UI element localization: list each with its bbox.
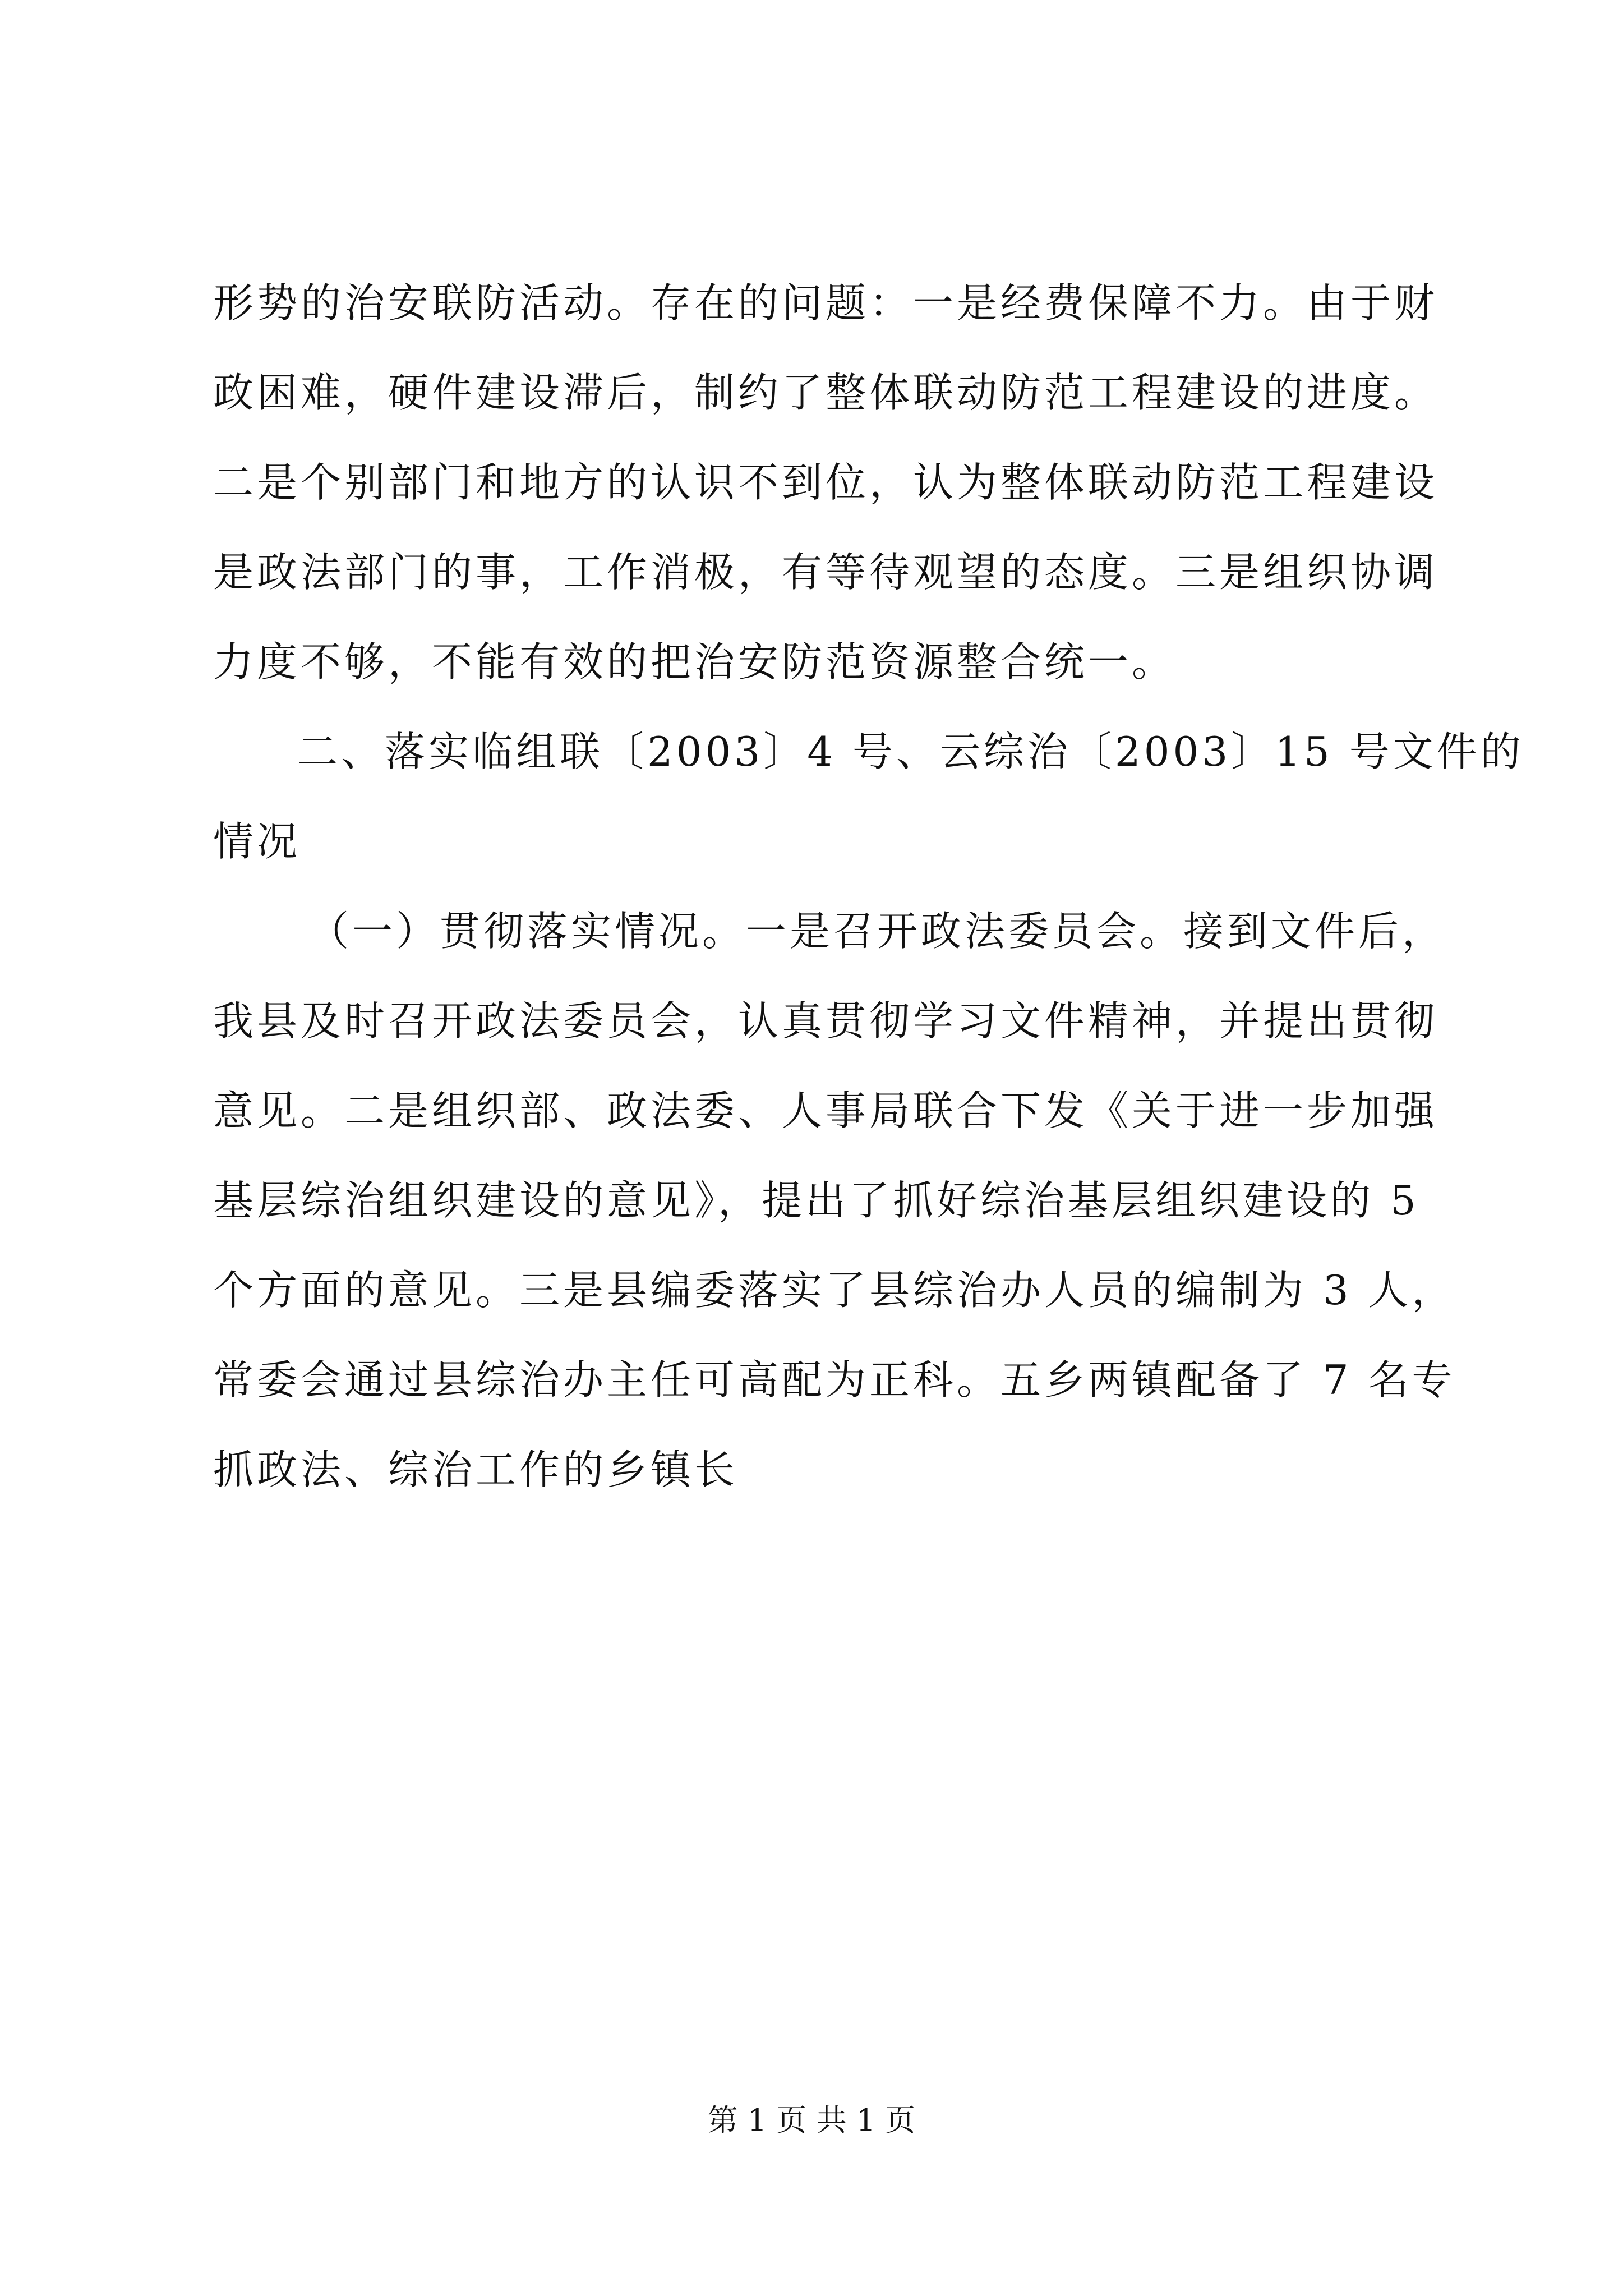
section-heading-continued: 情况 <box>213 818 301 865</box>
body-line: 形势的治安联防活动。存在的问题：一是经费保障不力。由于财 <box>213 279 1438 326</box>
body-line: 常委会通过县综治办主任可高配为正科。五乡两镇配备了 7 名专 <box>213 1356 1456 1404</box>
body-line: 力度不够，不能有效的把治安防范资源整合统一。 <box>213 638 1176 685</box>
body-line: 抓政法、综治工作的乡镇长 <box>213 1446 739 1493</box>
section-heading: 二、落实临组联〔2003〕4 号、云综治〔2003〕15 号文件的 <box>297 728 1524 775</box>
body-line: 我县及时召开政法委员会，认真贯彻学习文件精神，并提出贯彻 <box>213 997 1438 1045</box>
body-line: 政困难，硬件建设滞后，制约了整体联动防范工程建设的进度。 <box>213 369 1438 416</box>
body-line: 意见。二是组织部、政法委、人事局联合下发《关于进一步加强 <box>213 1087 1438 1134</box>
body-line: 二是个别部门和地方的认识不到位，认为整体联动防范工程建设 <box>213 459 1438 506</box>
body-line: 是政法部门的事，工作消极，有等待观望的态度。三是组织协调 <box>213 549 1438 596</box>
document-body <box>213 258 1524 1515</box>
subsection-line: （一）贯彻落实情况。一是召开政法委员会。接到文件后， <box>308 908 1446 955</box>
body-line: 基层综治组织建设的意见》，提出了抓好综治基层组织建设的 5 <box>213 1177 1419 1224</box>
body-line: 个方面的意见。三是县编委落实了县综治办人员的编制为 3 人， <box>213 1267 1456 1314</box>
page-number-footer: 第 1 页 共 1 页 <box>707 2102 916 2138</box>
